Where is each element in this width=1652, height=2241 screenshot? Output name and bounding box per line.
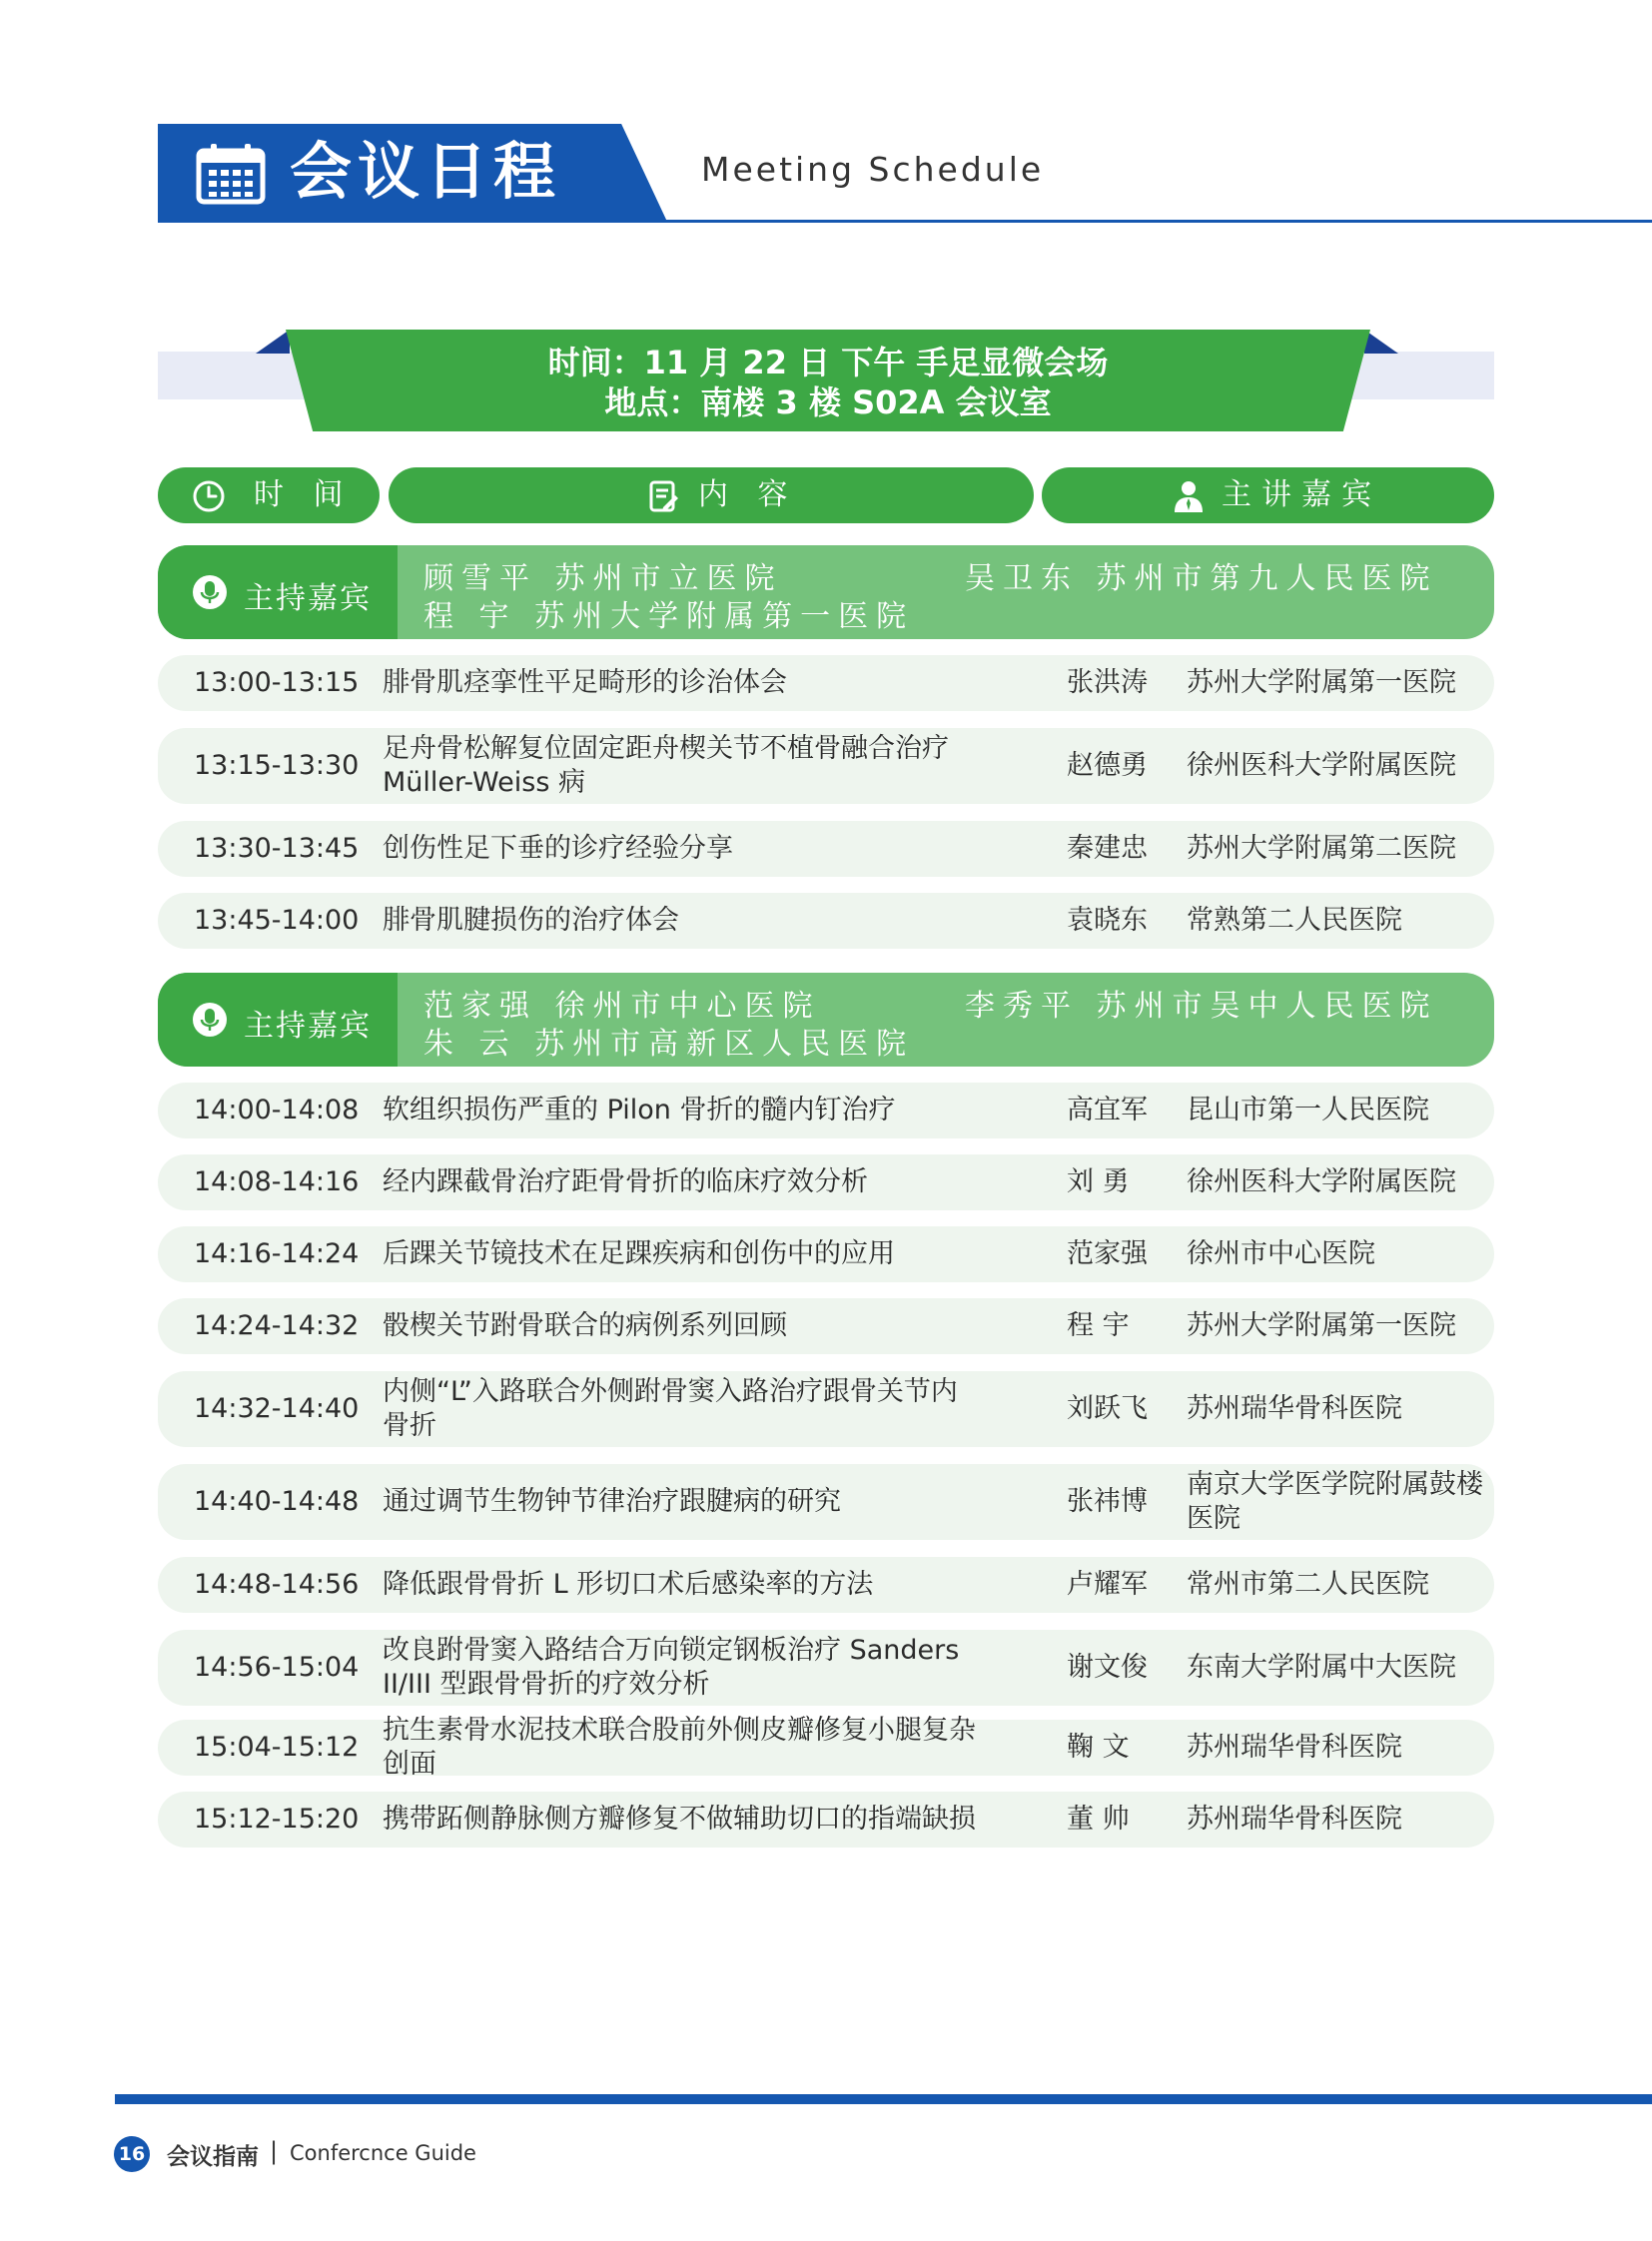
schedule-row <box>158 1630 1494 1706</box>
talk-topic: 创伤性足下垂的诊疗经验分享 <box>383 833 733 864</box>
schedule-row <box>158 655 1494 711</box>
microphone-icon <box>192 574 228 610</box>
column-header-time <box>158 467 380 523</box>
talk-hospital: 苏州瑞华骨科医院 <box>1187 1804 1402 1835</box>
schedule-row <box>158 1083 1494 1138</box>
talk-hospital: 苏州瑞华骨科医院 <box>1187 1393 1402 1424</box>
talk-hospital: 常州市第二人民医院 <box>1187 1569 1429 1600</box>
schedule-row <box>158 1715 1494 1780</box>
moderator-row <box>158 973 1494 1067</box>
talk-hospital: 徐州医科大学附属医院 <box>1187 750 1456 781</box>
talk-topic: 内侧“L”入路联合外侧跗骨窦入路治疗跟骨关节内骨折 <box>383 1376 958 1441</box>
talk-speaker: 张洪涛 <box>1067 667 1148 698</box>
moderator-entry: 朱 云 苏州市高新区人民医院 <box>423 1027 915 1062</box>
column-label-speaker: 主讲嘉宾 <box>1222 477 1381 512</box>
talk-hospital: 苏州大学附属第一医院 <box>1187 667 1456 698</box>
talk-time: 14:24-14:32 <box>194 1310 360 1341</box>
talk-hospital: 南京大学医学院附属鼓楼医院 <box>1187 1469 1483 1534</box>
schedule-row <box>158 1226 1494 1282</box>
talk-time: 15:12-15:20 <box>194 1804 360 1835</box>
talk-time: 14:00-14:08 <box>194 1095 360 1125</box>
talk-speaker: 程 宇 <box>1067 1310 1130 1341</box>
footer-rule <box>115 2094 1652 2104</box>
talk-speaker: 袁晓东 <box>1067 905 1148 936</box>
header-rule <box>158 220 1652 223</box>
column-header-speaker <box>1042 467 1494 523</box>
talk-topic: 通过调节生物钟节律治疗跟腱病的研究 <box>383 1486 841 1517</box>
talk-hospital: 东南大学附属中大医院 <box>1187 1652 1456 1683</box>
moderator-label: 主持嘉宾 <box>244 581 372 616</box>
talk-topic: 改良跗骨窦入路结合万向锁定钢板治疗 Sanders II/III 型跟骨骨折的疗效分析 <box>383 1635 960 1700</box>
speaker-person-icon <box>1172 479 1206 513</box>
talk-topic: 足舟骨松解复位固定距舟楔关节不植骨融合治疗 Müller-Weiss 病 <box>383 733 949 798</box>
page-subtitle: Meeting Schedule <box>701 150 1045 189</box>
moderator-tag <box>158 973 398 1067</box>
microphone-icon <box>192 1002 228 1038</box>
footer-title-cn: 会议指南 <box>167 2144 259 2170</box>
schedule-row <box>158 1371 1494 1447</box>
talk-speaker: 刘 勇 <box>1067 1166 1130 1197</box>
talk-speaker: 刘跃飞 <box>1067 1393 1148 1424</box>
session-time: 时间：11 月 22 日 下午 手足显微会场 <box>547 344 1109 381</box>
talk-time: 14:16-14:24 <box>194 1238 360 1269</box>
talk-speaker: 范家强 <box>1067 1238 1148 1269</box>
talk-topic: 后踝关节镜技术在足踝疾病和创伤中的应用 <box>383 1238 895 1269</box>
talk-time: 14:32-14:40 <box>194 1393 360 1424</box>
talk-topic: 降低跟骨骨折 L 形切口术后感染率的方法 <box>383 1569 874 1600</box>
footer-title-en: Confercnce Guide <box>290 2141 476 2165</box>
calendar-icon <box>196 143 266 205</box>
column-label-time: 时 间 <box>254 477 354 512</box>
talk-topic: 抗生素骨水泥技术联合股前外侧皮瓣修复小腿复杂创面 <box>383 1715 976 1780</box>
talk-topic: 腓骨肌痉挛性平足畸形的诊治体会 <box>383 667 787 698</box>
talk-time: 14:40-14:48 <box>194 1486 360 1517</box>
talk-topic: 腓骨肌腱损伤的治疗体会 <box>383 905 679 936</box>
talk-hospital: 常熟第二人民医院 <box>1187 905 1402 936</box>
talk-speaker: 鞠 文 <box>1067 1732 1130 1763</box>
moderator-entry: 李秀平 苏州市吴中人民医院 <box>965 989 1438 1024</box>
column-header-content <box>389 467 1034 523</box>
schedule-row <box>158 1792 1494 1848</box>
moderator-entry: 顾雪平 苏州市立医院 <box>423 561 783 596</box>
talk-time: 13:00-13:15 <box>194 667 360 698</box>
schedule-row <box>158 893 1494 949</box>
talk-speaker: 张祎博 <box>1067 1486 1148 1517</box>
talk-topic: 携带跖侧静脉侧方瓣修复不做辅助切口的指端缺损 <box>383 1804 976 1835</box>
talk-topic: 经内踝截骨治疗距骨骨折的临床疗效分析 <box>383 1166 868 1197</box>
talk-hospital: 徐州医科大学附属医院 <box>1187 1166 1456 1197</box>
page-title: 会议日程 <box>290 135 562 208</box>
moderator-tag <box>158 545 398 639</box>
moderator-entry: 范家强 徐州市中心医院 <box>423 989 821 1024</box>
schedule-row <box>158 1298 1494 1354</box>
talk-speaker: 卢耀军 <box>1067 1569 1148 1600</box>
session-location: 地点：南楼 3 楼 S02A 会议室 <box>604 383 1052 421</box>
talk-time: 13:45-14:00 <box>194 905 360 936</box>
banner-fold-left <box>256 330 290 354</box>
talk-hospital: 苏州大学附属第二医院 <box>1187 833 1456 864</box>
moderator-label: 主持嘉宾 <box>244 1009 372 1044</box>
page-number: 16 <box>114 2136 150 2172</box>
talk-speaker: 秦建忠 <box>1067 833 1148 864</box>
document-edit-icon <box>646 479 680 513</box>
talk-speaker: 高宜军 <box>1067 1095 1148 1125</box>
schedule-row <box>158 728 1494 804</box>
moderator-entry: 吴卫东 苏州市第九人民医院 <box>965 561 1438 596</box>
moderator-row <box>158 545 1494 639</box>
footer-separator: | <box>270 2137 279 2165</box>
column-label-content: 内 容 <box>698 477 798 512</box>
schedule-row <box>158 1154 1494 1210</box>
talk-hospital: 苏州大学附属第一医院 <box>1187 1310 1456 1341</box>
talk-hospital: 昆山市第一人民医院 <box>1187 1095 1429 1125</box>
talk-hospital: 徐州市中心医院 <box>1187 1238 1375 1269</box>
talk-time: 13:30-13:45 <box>194 833 360 864</box>
talk-speaker: 赵德勇 <box>1067 750 1148 781</box>
schedule-row <box>158 821 1494 877</box>
talk-time: 15:04-15:12 <box>194 1732 360 1763</box>
talk-time: 14:08-14:16 <box>194 1166 360 1197</box>
talk-speaker: 谢文俊 <box>1067 1652 1148 1683</box>
talk-speaker: 董 帅 <box>1067 1804 1130 1835</box>
talk-time: 14:56-15:04 <box>194 1652 360 1683</box>
talk-topic: 软组织损伤严重的 Pilon 骨折的髓内钉治疗 <box>383 1095 896 1125</box>
talk-time: 14:48-14:56 <box>194 1569 360 1600</box>
clock-icon <box>192 479 226 513</box>
talk-hospital: 苏州瑞华骨科医院 <box>1187 1732 1402 1763</box>
schedule-row <box>158 1464 1494 1540</box>
talk-topic: 骰楔关节跗骨联合的病例系列回顾 <box>383 1310 787 1341</box>
moderator-entry: 程 宇 苏州大学附属第一医院 <box>423 599 915 634</box>
schedule-row <box>158 1557 1494 1613</box>
talk-time: 13:15-13:30 <box>194 750 360 781</box>
